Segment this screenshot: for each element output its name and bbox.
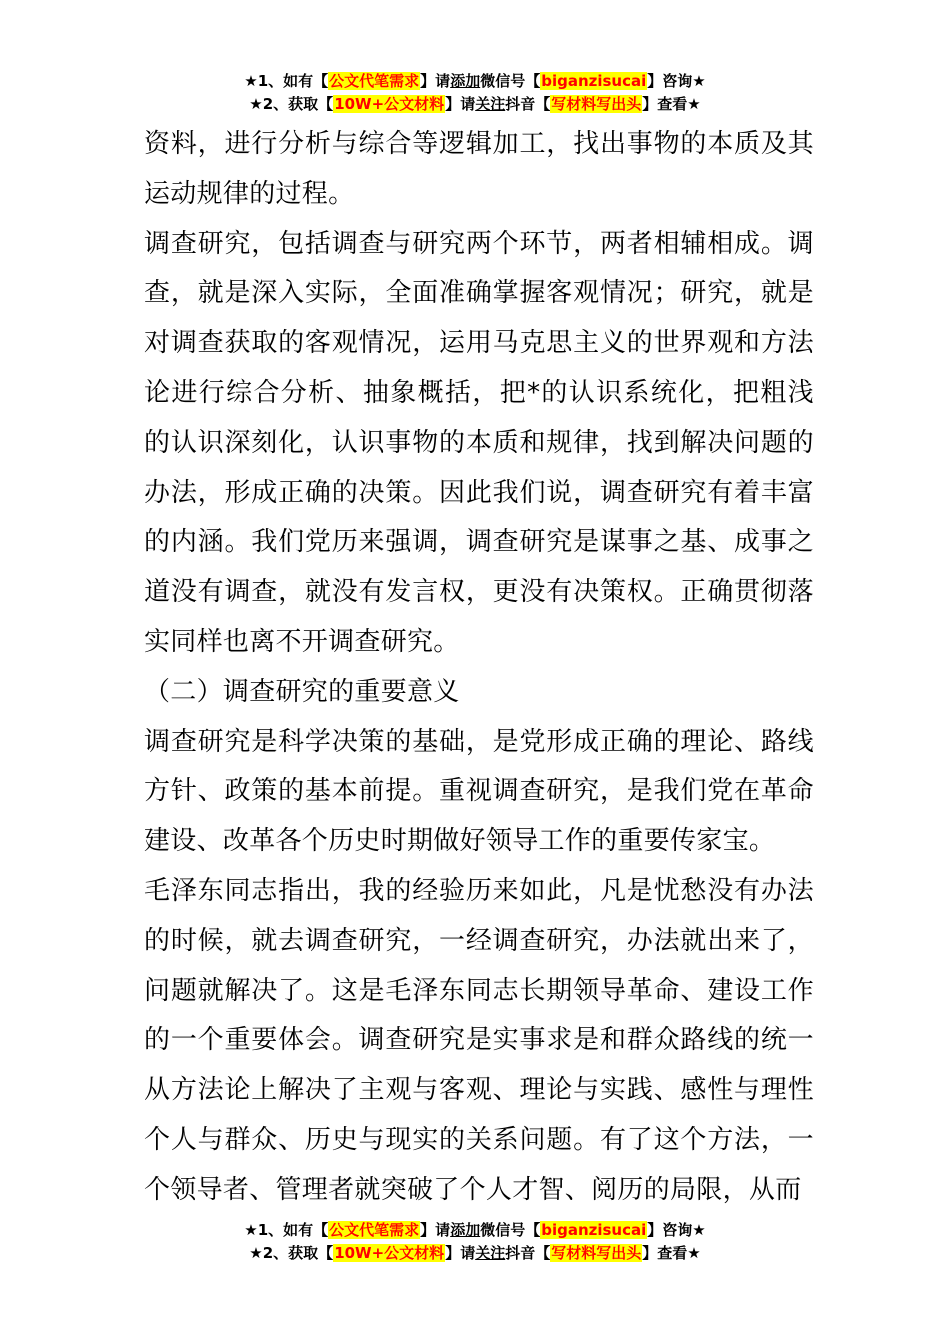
highlight-douyin-account: 写材料写出头 (551, 1244, 642, 1262)
paragraph-4: 毛泽东同志指出，我的经验历来如此，凡是忧愁没有办法的时候，就去调查研究，一经调查研究，办法就出来了，问题就解决了。这是毛泽东同志长期领导革命、建设工作的一个重要体会。调查研究是实事求是和群众路线的统一从方法论上解决了主观与客观、理论与实践、感性与理性个人与群众、历史与现实的关系问题。有了这个方法，一个领导者、管理者就突破了个人才智、阅历的局限，从而 (144, 875, 814, 1205)
highlight-wechat-id: biganzisucai (541, 1221, 647, 1239)
section-heading: （二）调查研究的重要意义 (144, 676, 460, 707)
highlight-materials: 10W+公文材料 (334, 95, 445, 113)
highlight-ghostwriting: 公文代笔需求 (329, 72, 420, 90)
promo-line-2: ★2、获取【10W+公文材料】请关注抖音【写材料写出头】查看★ (249, 95, 701, 113)
promo-line-1: ★1、如有【公文代笔需求】请添加微信号【biganzisucai】咨询★ (244, 1221, 706, 1239)
promo-line-1: ★1、如有【公文代笔需求】请添加微信号【biganzisucai】咨询★ (244, 72, 706, 90)
paragraph-3: 调查研究是科学决策的基础，是党形成正确的理论、路线方针、政策的基本前提。重视调查研究，是我们党在革命建设、改革各个历史时期做好领导工作的重要传家宝。 (144, 726, 814, 857)
footer-promo-banner (0, 1219, 950, 1265)
promo-line-2: ★2、获取【10W+公文材料】请关注抖音【写材料写出头】查看★ (249, 1244, 701, 1262)
header-promo-banner (0, 70, 950, 116)
document-body (144, 120, 814, 1216)
paragraph-1: 资料，进行分析与综合等逻辑加工，找出事物的本质及其运动规律的过程。 (144, 129, 814, 209)
highlight-wechat-id: biganzisucai (541, 72, 647, 90)
highlight-douyin-account: 写材料写出头 (551, 95, 642, 113)
paragraph-2: 调查研究，包括调查与研究两个环节，两者相辅相成。调查，就是深入实际，全面准确掌握客观情况；研究，就是对调查获取的客观情况，运用马克思主义的世界观和方法论进行综合分析、抽象概括，把*的认识系统化，把粗浅的认识深刻化，认识事物的本质和规律，找到解决问题的办法，形成正确的决策。因此我们说，调查研究有着丰富的内涵。我们党历来强调，调查研究是谋事之基、成事之道没有调查，就没有发言权，更没有决策权。正确贯彻落实同样也离不开调查研究。 (144, 228, 814, 657)
highlight-materials: 10W+公文材料 (334, 1244, 445, 1262)
highlight-ghostwriting: 公文代笔需求 (329, 1221, 420, 1239)
